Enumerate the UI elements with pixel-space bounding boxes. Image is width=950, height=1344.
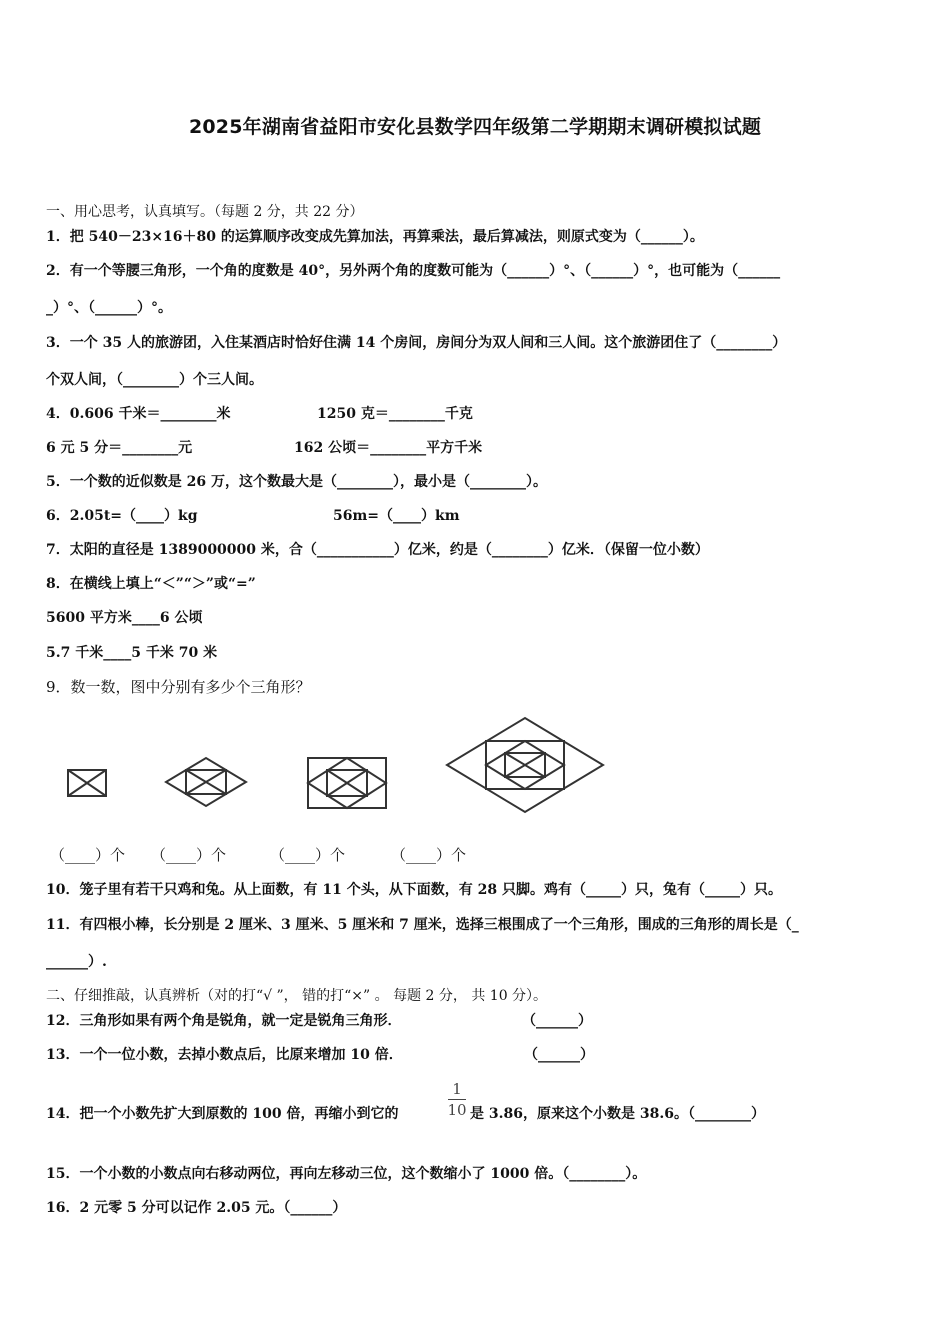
figure-4-answer: （____）个 bbox=[391, 846, 467, 864]
question-12-blank: （______） bbox=[522, 1013, 592, 1029]
question-15: 15．一个小数的小数点向右移动两位，再向左移动三位，这个数缩小了 1000 倍。（________）。 bbox=[46, 1166, 647, 1182]
figure-3-answer: （____）个 bbox=[270, 846, 346, 864]
fraction-one-tenth bbox=[446, 1080, 468, 1119]
question-13-blank: （______） bbox=[524, 1047, 594, 1063]
page-title: 2025年湖南省益阳市安化县数学四年级第二学期期末调研模拟试题 bbox=[188, 116, 762, 138]
question-11-line-1: 11．有四根小棒，长分别是 2 厘米、3 厘米、5 厘米和 7 厘米，选择三根围成了一个三角形，围成的三角形的周长是（_ bbox=[46, 917, 799, 933]
question-12: 12．三角形如果有两个角是锐角，就一定是锐角三角形． bbox=[46, 1013, 402, 1029]
question-14-part-1: 14．把一个小数先扩大到原数的 100 倍，再缩小到它的 bbox=[46, 1106, 399, 1122]
question-9: 9．数一数，图中分别有多少个三角形？ bbox=[46, 678, 311, 696]
section-2-heading: 二、仔细推敲，认真辨析（对的打“√ ”， 错的打“×” 。 每题 2 分， 共 10 分）。 bbox=[46, 988, 548, 1004]
question-4-item-2: 1250 克＝________千克 bbox=[317, 406, 473, 422]
question-4-item-1: 4．0.606 千米＝________米 bbox=[46, 406, 231, 422]
question-6-item-1: 6．2.05t=（____）kg bbox=[46, 508, 198, 524]
question-8-item-1: 5600 平方米____6 公顷 bbox=[46, 610, 203, 626]
question-3-line-1: 3．一个 35 人的旅游团，入住某酒店时恰好住满 14 个房间，房间分为双人间和三人间。这个旅游团住了（________） bbox=[46, 335, 787, 351]
triangle-figure-1 bbox=[66, 768, 108, 798]
question-6-item-2: 56m=（____）km bbox=[333, 508, 460, 524]
question-1: 1．把 540－23×16＋80 的运算顺序改变成先算加法，再算乘法，最后算减法，则原式变为（______）。 bbox=[46, 229, 704, 245]
question-7: 7．太阳的直径是 1389000000 米，合（___________）亿米，约是（________）亿米．（保留一位小数） bbox=[46, 542, 709, 558]
triangle-figure-3 bbox=[306, 756, 388, 810]
question-8-item-2: 5.7 千米____5 千米 70 米 bbox=[46, 645, 218, 661]
figure-2-answer: （____）个 bbox=[151, 846, 227, 864]
fraction-numerator: 1 bbox=[452, 1080, 462, 1098]
question-16: 16．2 元零 5 分可以记作 2.05 元。（______） bbox=[46, 1200, 347, 1216]
fraction-denominator: 10 bbox=[447, 1101, 467, 1119]
question-8: 8．在横线上填上“＜”“＞”或“=” bbox=[46, 576, 256, 592]
question-5: 5．一个数的近似数是 26 万，这个数最大是（________），最小是（________）。 bbox=[46, 474, 547, 490]
triangle-figure-4 bbox=[444, 716, 606, 814]
question-13: 13．一个一位小数，去掉小数点后，比原来增加 10 倍． bbox=[46, 1047, 403, 1063]
question-4-item-3: 6 元 5 分＝________元 bbox=[46, 440, 193, 456]
figure-1-answer: （____）个 bbox=[50, 846, 126, 864]
question-2-line-1: 2．有一个等腰三角形，一个角的度数是 40°，另外两个角的度数可能为（______）°、（______）°，也可能为（______ bbox=[46, 263, 781, 279]
question-2-line-2: _）°、（______）°。 bbox=[46, 300, 172, 316]
triangle-figure-2 bbox=[164, 756, 248, 808]
question-11-line-2: ______）. bbox=[46, 954, 107, 970]
section-1-heading: 一、用心思考，认真填写。（每题 2 分，共 22 分） bbox=[46, 204, 364, 220]
question-3-line-2: 个双人间，（________）个三人间。 bbox=[46, 372, 263, 388]
question-4-item-4: 162 公顷＝________平方千米 bbox=[294, 440, 483, 456]
question-10: 10．笼子里有若干只鸡和兔。从上面数，有 11 个头，从下面数，有 28 只脚。鸡有（_____）只，兔有（_____）只。 bbox=[46, 882, 782, 898]
question-14-part-2: 是 3.86，原来这个小数是 38.6。（________） bbox=[470, 1106, 765, 1122]
